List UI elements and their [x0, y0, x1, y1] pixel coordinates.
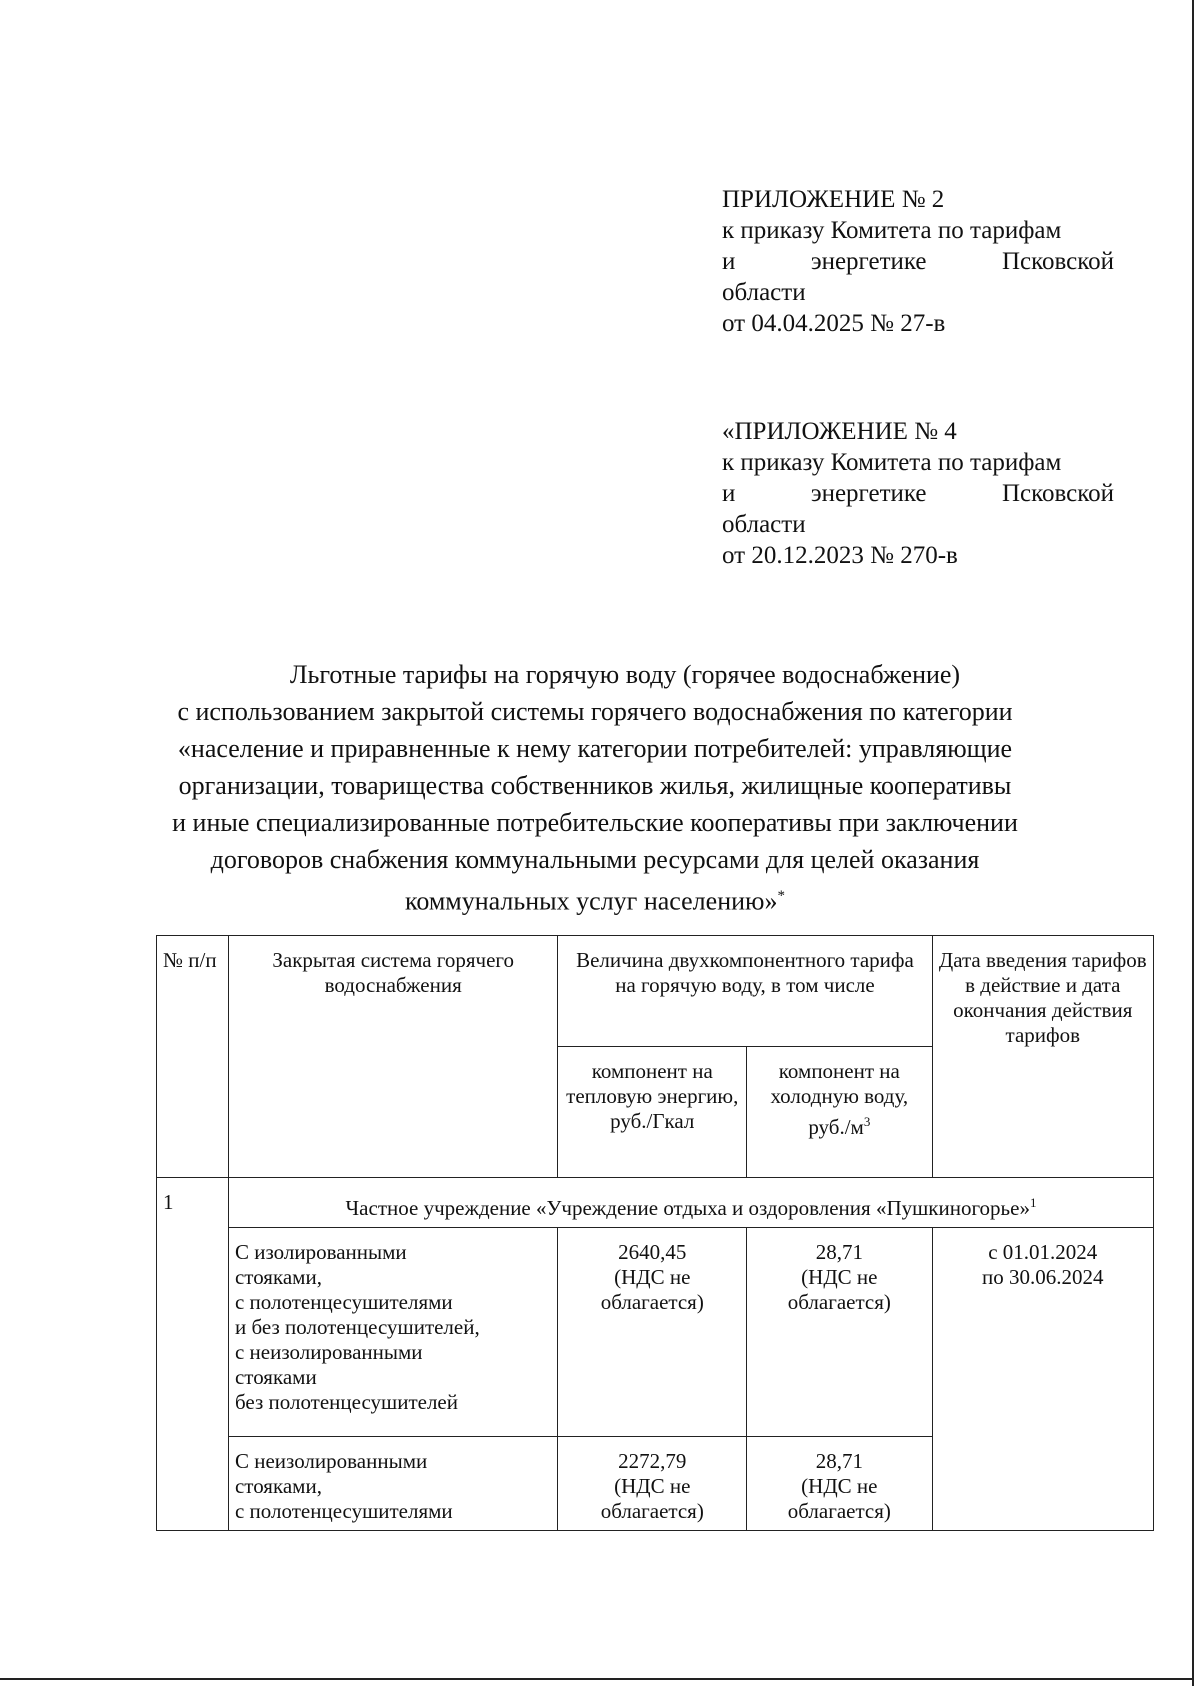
document-title-line: «население и приравненные к нему категории потребителей: управляющие — [177, 734, 1013, 763]
appendix-current-line2-part1: и — [722, 248, 736, 275]
header-cold-component — [747, 1047, 932, 1178]
appendix-current-block — [722, 184, 1114, 339]
organization-name — [228, 1178, 1153, 1228]
document-title-line: организации, товарищества собственников жилья, жилищные кооперативы — [178, 771, 1012, 800]
document-title-line: договоров снабжения коммунальными ресурсами для целей оказания — [210, 845, 980, 874]
header-number: № п/п — [157, 936, 229, 1178]
tariff-table — [156, 935, 1154, 1531]
appendix-current-line1: к приказу Комитета по тарифам — [722, 217, 1062, 244]
document-title-line-text: коммунальных услуг населению» — [405, 886, 778, 916]
cold-component-value: 28,71 (НДС не облагается) — [747, 1437, 932, 1531]
appendix-original-title: «ПРИЛОЖЕНИЕ № 4 — [722, 418, 957, 445]
appendix-original-line1: к приказу Комитета по тарифам — [722, 449, 1062, 476]
cold-component-value: 28,71 (НДС не облагается) — [747, 1228, 932, 1437]
document-title-line: и иные специализированные потребительские кооперативы при заключении — [172, 808, 1018, 837]
organization-name-text: Частное учреждение «Учреждение отдыха и оздоровления «Пушкиногорье» — [345, 1196, 1030, 1220]
document-title-line: с использованием закрытой системы горячего водоснабжения по категории — [177, 697, 1013, 726]
appendix-original-block — [722, 416, 1114, 571]
appendix-current-line2-part3: Псковской — [1001, 248, 1114, 275]
page-edge-right — [1192, 0, 1194, 1686]
row-number: 1 — [157, 1178, 229, 1531]
document-title-line-last — [150, 878, 1040, 920]
header-tariff-group: Величина двухкомпонентного тарифа на горячую воду, в том числе — [558, 936, 932, 1047]
appendix-current-title: ПРИЛОЖЕНИЕ № 2 — [722, 186, 945, 213]
appendix-original-line3: области — [722, 511, 806, 538]
header-dates: Дата введения тарифов в действие и дата окончания действия тарифов — [932, 936, 1153, 1178]
header-cold-component-text: компонент на холодную воду, руб./м — [770, 1059, 909, 1139]
table-row — [157, 1228, 1154, 1437]
header-system: Закрытая система горячего водоснабжения — [228, 936, 557, 1178]
organization-footnote: 1 — [1029, 1195, 1037, 1210]
system-type-cell: С неизолированными стояками, с полотенцесушителями — [228, 1437, 557, 1531]
appendix-current-line3: области — [722, 279, 806, 306]
heat-component-value: 2640,45 (НДС не облагается) — [558, 1228, 747, 1437]
page-edge-bottom — [0, 1678, 1194, 1680]
appendix-original-date: от 20.12.2023 № 270-в — [722, 542, 958, 569]
appendix-original-line2-part1: и — [722, 480, 736, 507]
appendix-original-line2 — [722, 478, 1114, 509]
appendix-current-line2-part2: энергетике — [810, 248, 927, 275]
header-heat-component: компонент на тепловую энергию, руб./Гкал — [558, 1047, 747, 1178]
document-title — [150, 656, 1040, 920]
appendix-original-line2-part3: Псковской — [1001, 480, 1114, 507]
table-row — [157, 1178, 1154, 1228]
appendix-original-line2-part2: энергетике — [810, 480, 927, 507]
appendix-current-line2 — [722, 246, 1114, 277]
document-title-line: Льготные тарифы на горячую воду (горячее водоснабжение) — [289, 660, 961, 689]
system-type-cell: С изолированными стояками, с полотенцесушителями и без полотенцесушителей, с неизолированными стояками без полотенцесушителей — [228, 1228, 557, 1437]
heat-component-value: 2272,79 (НДС не облагается) — [558, 1437, 747, 1531]
header-cold-component-sup: 3 — [863, 1114, 871, 1129]
tariff-period: с 01.01.2024 по 30.06.2024 — [932, 1228, 1153, 1531]
appendix-current-date: от 04.04.2025 № 27-в — [722, 310, 946, 337]
footnote-asterisk: * — [777, 888, 785, 904]
table-header-row — [157, 936, 1154, 1047]
